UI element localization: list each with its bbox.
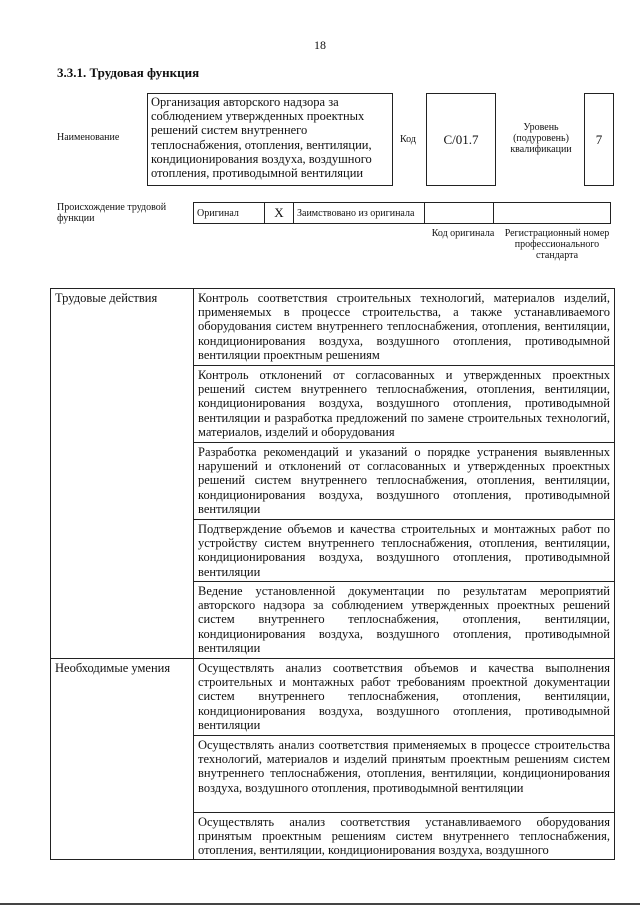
labor-action-item: Разработка рекомендаций и указаний о порядке устранения выявленных нарушений и отклонений от согласованных и утвержденных проектных решений систем внутреннего теплоснабжения, отопления, вентиляции, кондиционирования воздуха, воздушного отопления, противодымной вентиляции: [194, 443, 615, 520]
labor-action-item: Контроль соответствия строительных технологий, материалов изделий, применяемых в процессе строительства, а также устанавливаемого оборудования систем внутреннего теплоснабжения, отопления, вентиляции, кондиционирования воздуха, воздушного отопления, противодымной вентиляции проектным решениям: [194, 289, 615, 366]
borrowed-cell: [294, 203, 425, 224]
section-heading: 3.3.1. Трудовая функция: [57, 65, 200, 80]
level-label: Уровень (подуровень) квалификации: [510, 122, 572, 155]
reg-number-label: Регистрационный номер профессионального стандарта: [504, 228, 610, 261]
level-box: [584, 93, 614, 186]
function-details-table: [50, 288, 615, 860]
function-name-box: [147, 93, 393, 186]
original-label: Оригинал: [197, 207, 239, 219]
table-row: [51, 659, 615, 736]
original-mark: X: [274, 205, 284, 220]
page-number: 18: [314, 38, 326, 52]
reg-number-cell: [494, 203, 611, 224]
code-original-label: Код оригинала: [431, 228, 495, 239]
skill-item: Осуществлять анализ соответствия объемов и качества выполнения строительных и монтажных работ требованиям проектной документации систем внутреннего теплоснабжения, отопления, вентиляции, кондиционирования воздуха, воздушного отопления, противодымной вентиляции: [194, 659, 615, 736]
original-cell: [194, 203, 265, 224]
origin-label: Происхождение трудовой функции: [57, 202, 167, 224]
labor-action-item: Контроль отклонений от согласованных и утвержденных проектных решений систем внутреннего теплоснабжения, отопления, вентиляции, кондиционирования воздуха, воздушного отопления, противодымной вентиляции и разработка предложений по замене строительных технологий, материалов, изделий и оборудования: [194, 366, 615, 443]
skill-item: Осуществлять анализ соответствия устанавливаемого оборудования принятым проектным решениям систем внутреннего теплоснабжения, отопления, вентиляции, кондиционирования воздуха, воздушного: [194, 813, 615, 860]
skill-item: Осуществлять анализ соответствия применяемых в процессе строительства технологий, материалов и изделий принятым проектным решениям систем внутреннего теплоснабжения, отопления, вентиляции, кондиционирования воздуха, воздушного отопления, противодымной вентиляции: [194, 736, 615, 813]
level-value: 7: [595, 131, 603, 147]
origin-table: [193, 202, 611, 224]
borrowed-label: Заимствовано из оригинала: [297, 207, 415, 219]
name-label: Наименование: [57, 132, 120, 143]
code-label: Код: [400, 134, 416, 145]
function-name-value: Организация авторского надзора за соблюдением утвержденных проектных решений систем внутреннего теплоснабжения, отопления, вентиляции, кондиционирования воздуха, воздушного отопления, противодымной вентиляции: [151, 95, 372, 181]
code-original-cell: [425, 203, 494, 224]
category-cell: [51, 289, 194, 659]
code-box: [426, 93, 496, 186]
labor-action-item: Подтверждение объемов и качества строительных и монтажных работ по устройству систем внутреннего теплоснабжения, отопления, вентиляции, кондиционирования воздуха, воздушного отопления, противодымной вентиляции: [194, 520, 615, 582]
category-cell: [51, 659, 194, 860]
labor-action-item: Ведение установленной документации по результатам мероприятий авторского надзора за соблюдением утвержденных проектных решений систем внутреннего теплоснабжения, отопления, вентиляции, кондиционирования воздуха, воздушного отопления, противодымной вентиляции: [194, 582, 615, 659]
table-row: [51, 289, 615, 366]
category-labor-actions: Трудовые действия: [55, 291, 158, 305]
category-required-skills: Необходимые умения: [55, 661, 171, 675]
original-mark-cell: [265, 203, 294, 224]
code-value: С/01.7: [443, 131, 479, 147]
